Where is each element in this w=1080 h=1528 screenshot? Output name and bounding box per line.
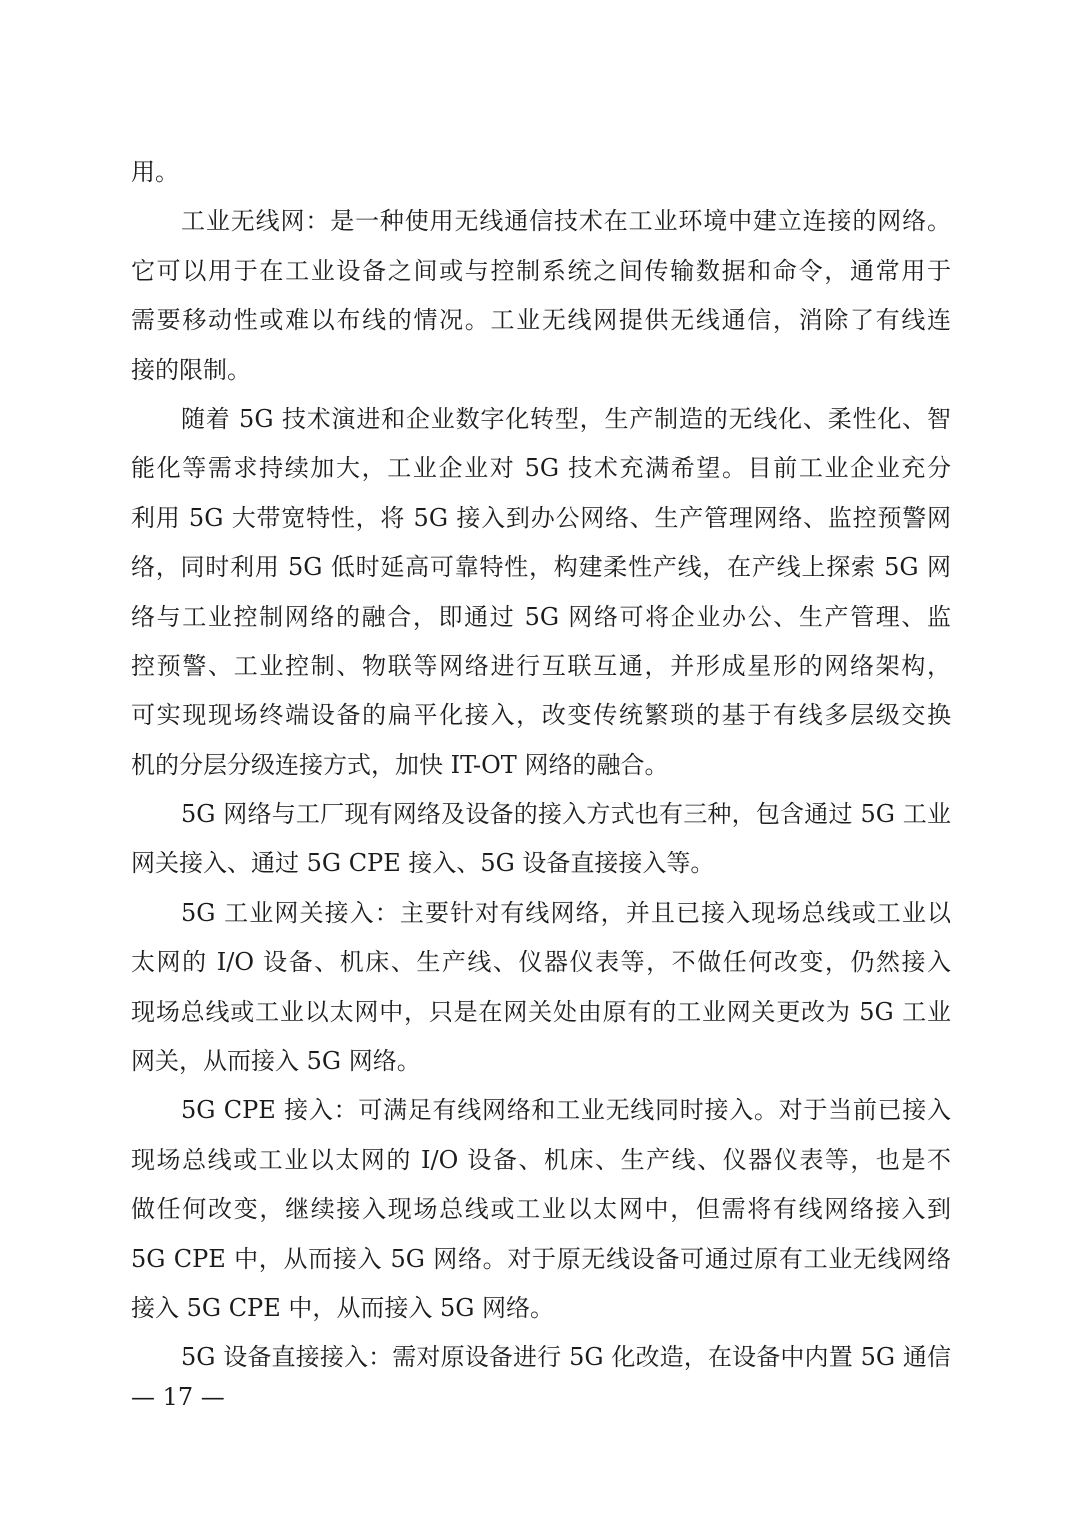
- document-body: [131, 148, 951, 1383]
- text-line: 5G CPE 接入：可满足有线网络和工业无线同时接入。对于当前已接入: [181, 1096, 951, 1125]
- text-line: 网关，从而接入 5G 网络。: [131, 1047, 421, 1076]
- text-line: 5G CPE 中，从而接入 5G 网络。对于原无线设备可通过原有工业无线网络: [131, 1244, 951, 1273]
- text-line: 能化等需求持续加大，工业企业对 5G 技术充满希望。目前工业企业充分: [131, 454, 951, 483]
- text-line: 可实现现场终端设备的扁平化接入，改变传统繁琐的基于有线多层级交换: [131, 701, 951, 730]
- text-line: 接入 5G CPE 中，从而接入 5G 网络。: [131, 1293, 555, 1322]
- text-line: 机的分层分级连接方式，加快 IT-OT 网络的融合。: [131, 750, 669, 779]
- text-line: 利用 5G 大带宽特性，将 5G 接入到办公网络、生产管理网络、监控预警网: [131, 503, 951, 532]
- text-line: 络与工业控制网络的融合，即通过 5G 网络可将企业办公、生产管理、监: [131, 602, 951, 631]
- text-line: 随着 5G 技术演进和企业数字化转型，生产制造的无线化、柔性化、智: [181, 404, 951, 433]
- text-line: 需要移动性或难以布线的情况。工业无线网提供无线通信，消除了有线连: [131, 306, 951, 335]
- text-line: 络，同时利用 5G 低时延高可靠特性，构建柔性产线，在产线上探索 5G 网: [131, 553, 951, 582]
- text-line: 网关接入、通过 5G CPE 接入、5G 设备直接接入等。: [131, 849, 715, 878]
- text-line: 做任何改变，继续接入现场总线或工业以太网中，但需将有线网络接入到: [131, 1195, 951, 1224]
- text-line: 控预警、工业控制、物联等网络进行互联互通，并形成星形的网络架构，: [131, 651, 951, 680]
- text-line: 现场总线或工业以太网中，只是在网关处由原有的工业网关更改为 5G 工业: [131, 997, 951, 1026]
- text-line: 现场总线或工业以太网的 I/O 设备、机床、生产线、仪器仪表等，也是不: [131, 1145, 951, 1174]
- text-line: 5G 工业网关接入：主要针对有线网络，并且已接入现场总线或工业以: [181, 898, 951, 927]
- text-line: 它可以用于在工业设备之间或与控制系统之间传输数据和命令，通常用于: [131, 256, 951, 285]
- text-line: 工业无线网：是一种使用无线通信技术在工业环境中建立连接的网络。: [181, 207, 951, 236]
- text-line: 太网的 I/O 设备、机床、生产线、仪器仪表等，不做任何改变，仍然接入: [131, 948, 951, 977]
- text-line: 用。: [131, 158, 179, 186]
- text-line: 5G 网络与工厂现有网络及设备的接入方式也有三种，包含通过 5G 工业: [181, 800, 951, 829]
- text-line: 接的限制。: [131, 355, 251, 384]
- text-line: 5G 设备直接接入：需对原设备进行 5G 化改造，在设备中内置 5G 通信: [181, 1343, 951, 1372]
- page-number: — 17 —: [131, 1383, 225, 1411]
